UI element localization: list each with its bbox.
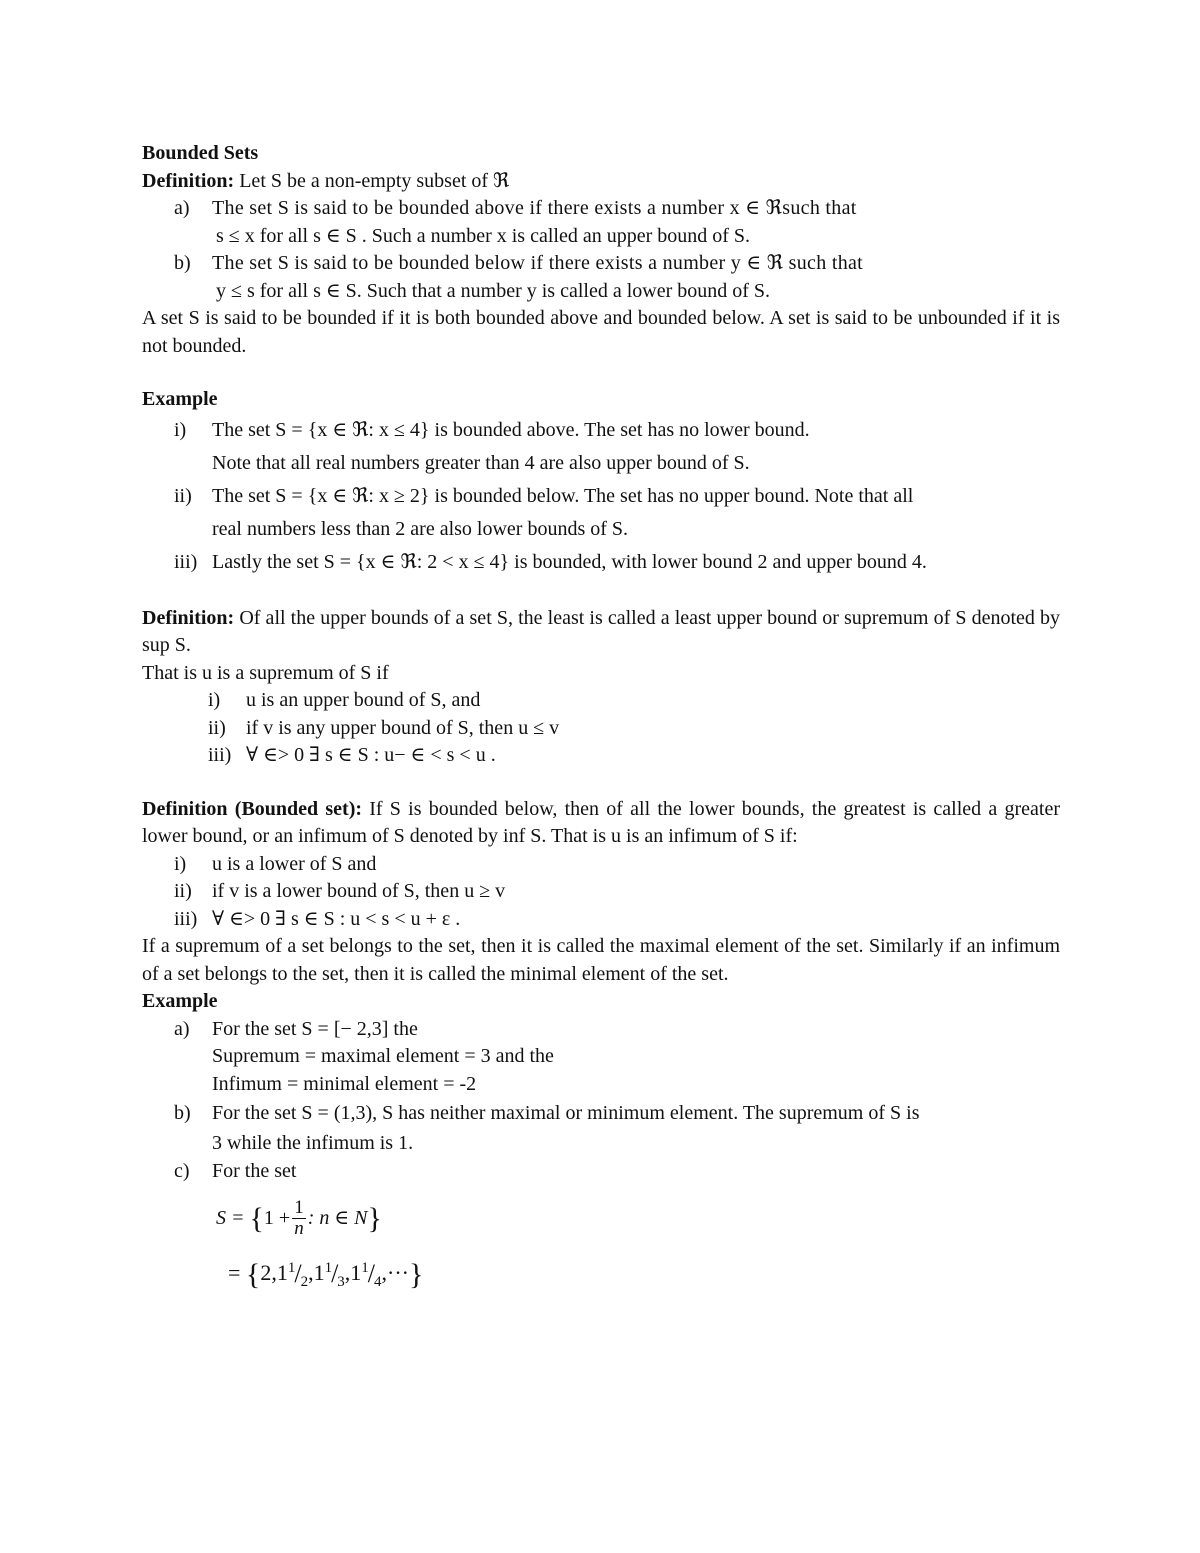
list-item: iii) Lastly the set S = {x ∈ ℜ: 2 < x ≤ 4} is bounded, with lower bound 2 and upper bound 4. [174, 550, 927, 573]
paragraph: A set S is said to be bounded if it is both bounded above and bounded below. A set is said to be unbounded if it is not bounded. [142, 307, 1060, 357]
list-item: i) u is an upper bound of S, and [208, 689, 481, 711]
list-item: c) For the set [174, 1160, 297, 1182]
paragraph: If a supremum of a set belongs to the set, then it is called the maximal element of the set. Similarly if an infimum of a set belongs to the set, then it is called the minimal element of the set. [142, 935, 1060, 985]
definition-2: Definition: Of all the upper bounds of a set S, the least is called a least upper bound or supremum of S denoted by sup S. [142, 606, 1060, 656]
example-heading: Example [142, 990, 218, 1012]
list-item: iii) ∀ ∈> 0 ∃ s ∈ S : u < s < u + ε . [174, 907, 461, 930]
definition-3: Definition (Bounded set): If S is bounded below, then of all the lower bounds, the greatest is called a greater lower bound, or an infimum of S denoted by inf S. That is u is an infimum of S if: [142, 797, 1060, 847]
document-page [142, 140, 1060, 1290]
set-expansion: = $\{2,1^1/_2,1^1/_3,1^1/_4,\cdot\cdot\cdot\}$ [228, 1257, 424, 1291]
set-equation: S = {1 + $\frac{1}{n}$ : n ∈ N} [216, 1197, 382, 1240]
paragraph: That is u is a supremum of S if [142, 661, 389, 684]
list-item: iii) ∀ ∈> 0 ∃ s ∈ S : u− ∈ < s < u . [208, 744, 496, 766]
list-item: b) For the set S = (1,3), S has neither maximal or minimum element. The supremum of S is 3 while the infimum is 1. [174, 1102, 920, 1154]
list-item: ii) if v is any upper bound of S, then u ≤ v [208, 716, 560, 739]
definition-1: Definition: Let S be a non-empty subset of ℜ [142, 169, 510, 192]
list-item: b) The set S is said to be bounded below if there exists a number y ∈ ℜ such that y ≤ s for all s ∈ S. Such that a number y is called a lower bound of S. [174, 252, 864, 302]
list-item: a) For the set S = [− 2,3] the Supremum = maximal element = 3 and the Infimum = minimal element = -2 [174, 1017, 554, 1095]
list-item: a) The set S is said to be bounded above if there exists a number x ∈ ℜsuch that s ≤ x for all s ∈ S . Such a number x is called an upper bound of S. [174, 197, 857, 247]
example-heading: Example [142, 388, 218, 410]
list-item: i) u is a lower of S and [174, 852, 377, 875]
list-item: ii) if v is a lower bound of S, then u ≥ v [174, 880, 506, 902]
list-item: ii) The set S = {x ∈ ℜ: x ≥ 2} is bounded below. The set has no upper bound. Note that all real numbers less than 2 are also lower bounds of S. [174, 484, 914, 540]
section-title: Bounded Sets [142, 142, 259, 164]
list-item: i) The set S = {x ∈ ℜ: x ≤ 4} is bounded above. The set has no lower bound. Note that all real numbers greater than 4 are also upper bound of S. [174, 418, 810, 474]
